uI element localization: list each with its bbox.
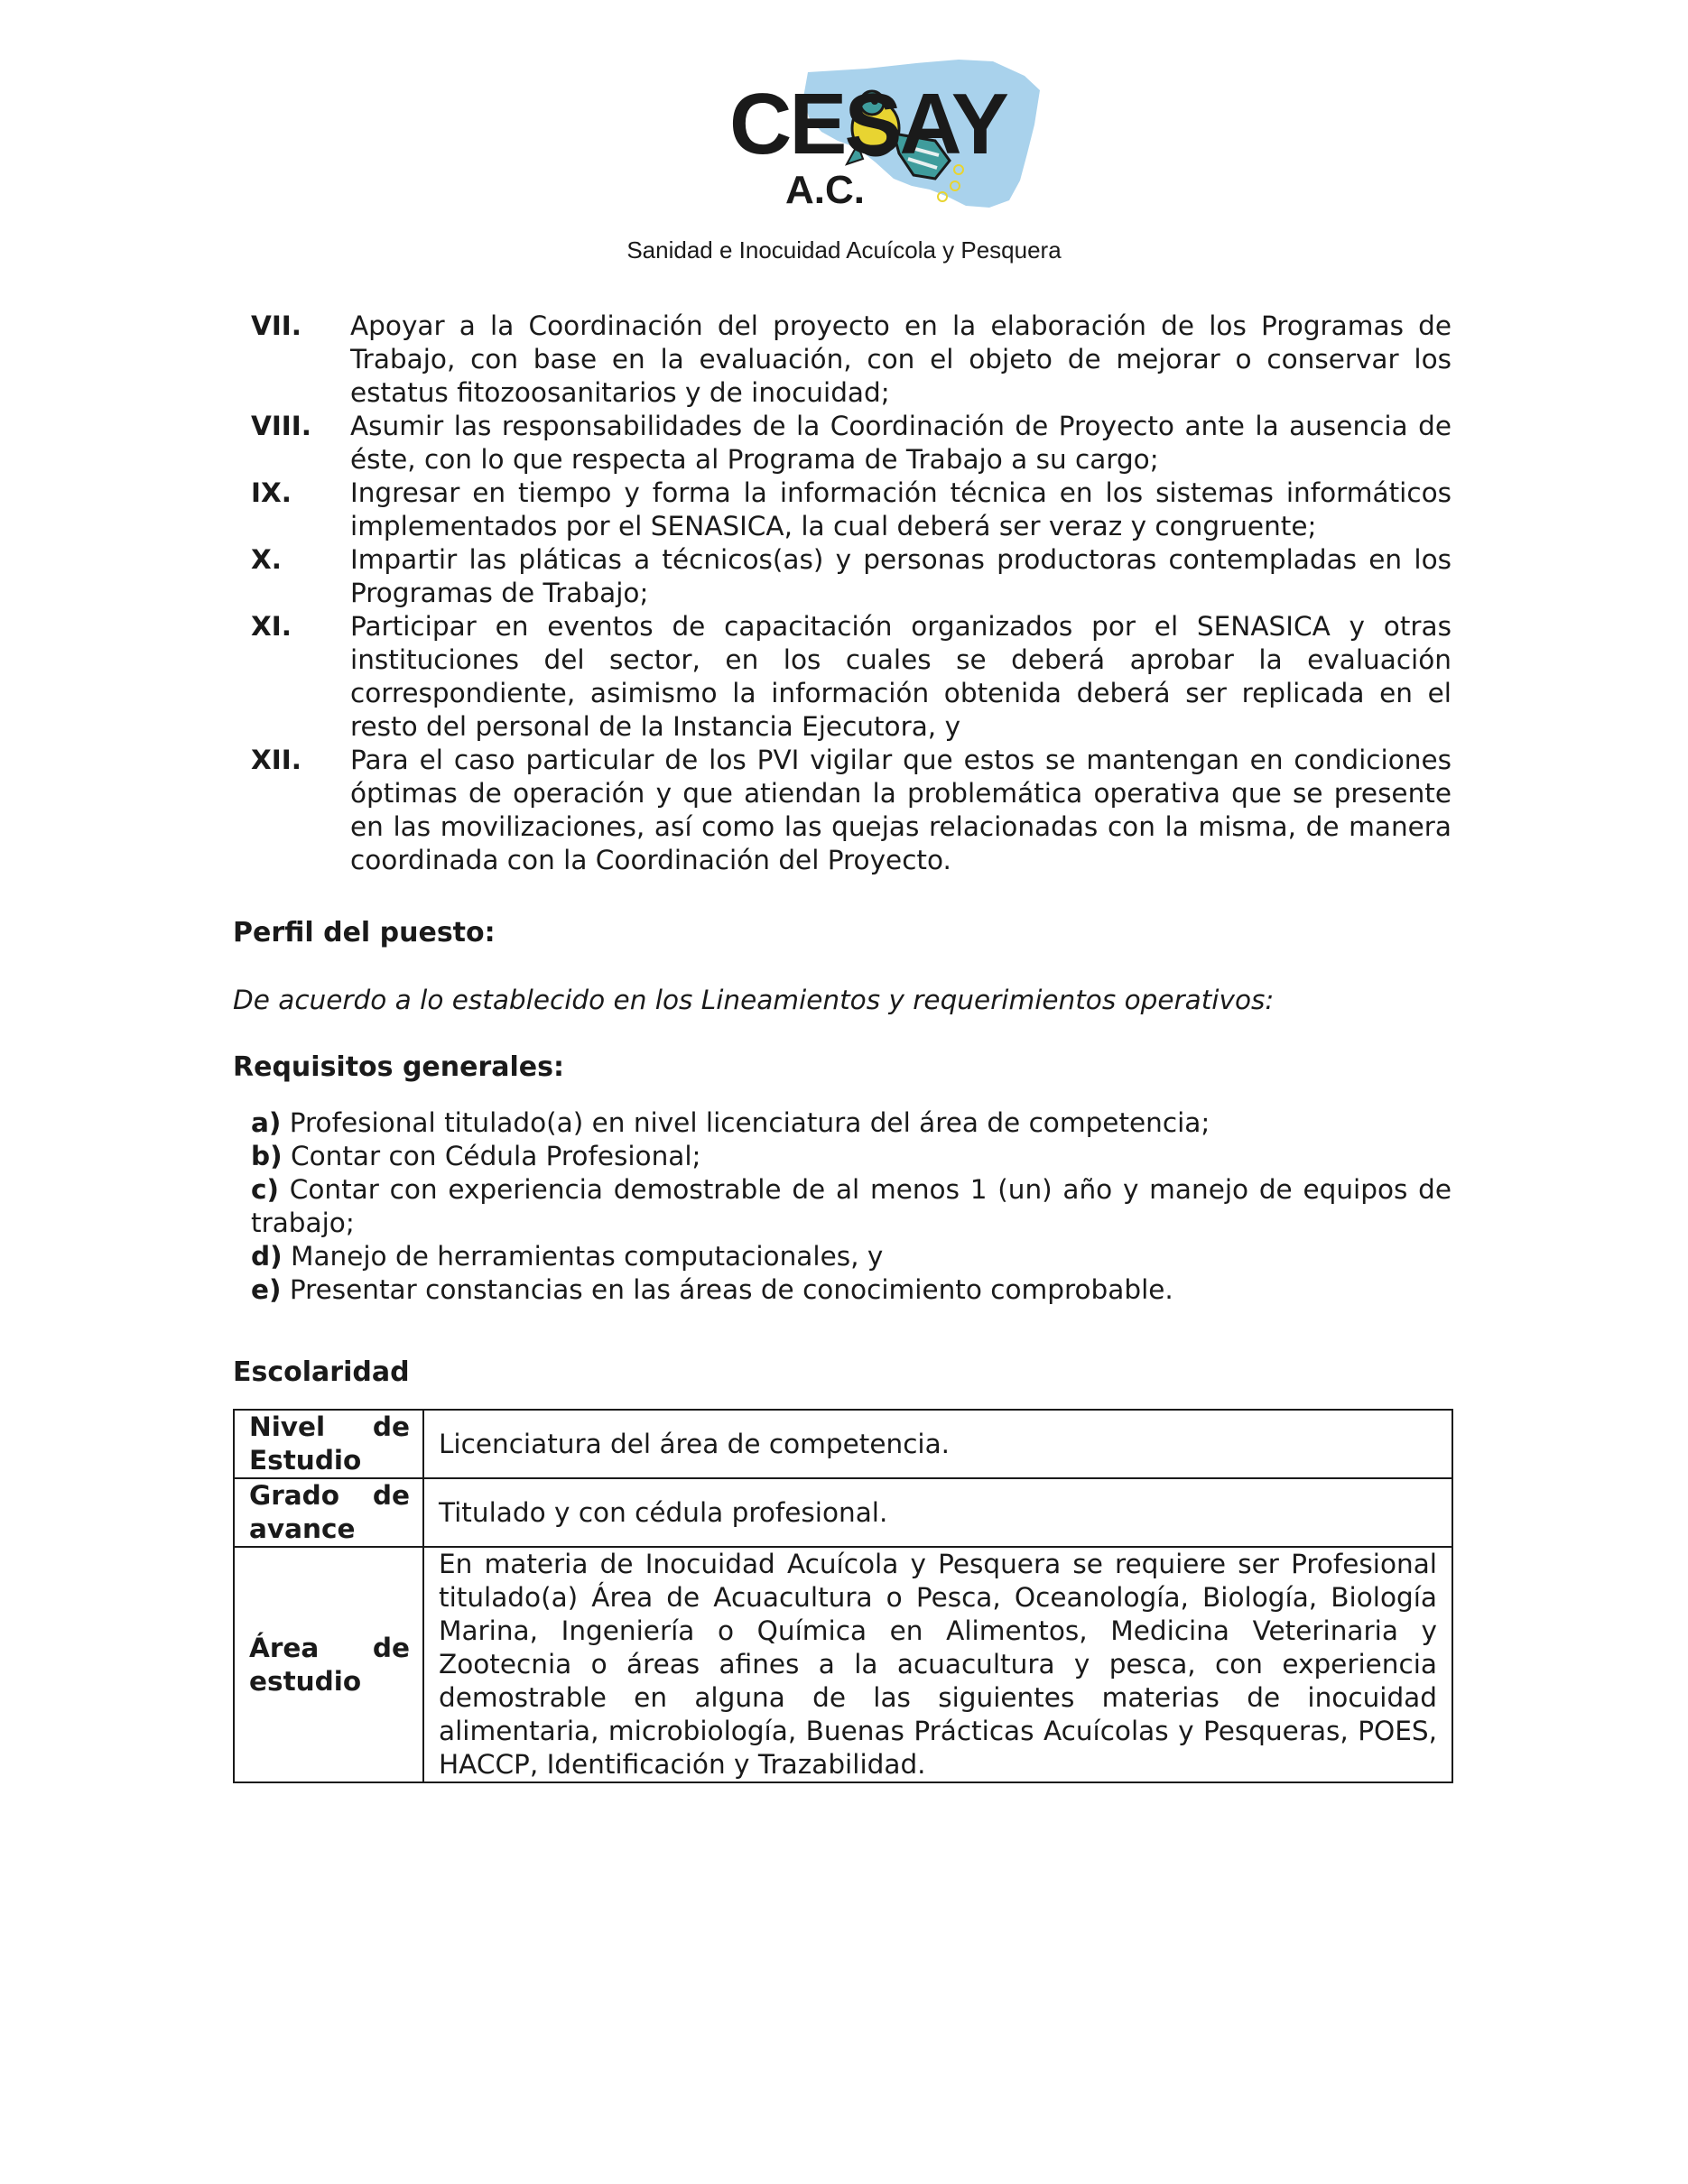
perfil-heading: Perfil del puesto: xyxy=(233,917,496,949)
cesay-logo xyxy=(722,54,1065,217)
list-item xyxy=(251,1140,1451,1173)
perfil-intro: De acuerdo a lo establecido en los Lineamientos y requerimientos operativos: xyxy=(233,985,1275,1015)
list-item xyxy=(251,744,1451,877)
table-cell-label: Nivel de Estudio xyxy=(234,1410,423,1478)
table-row xyxy=(234,1547,1452,1782)
requisitos-heading: Requisitos generales: xyxy=(233,1051,565,1083)
table-cell-value: Titulado y con cédula profesional. xyxy=(423,1478,1452,1547)
list-item-text: Asumir las responsabilidades de la Coordinación de Proyecto ante la ausencia de éste, con lo que respecta al Programa de Trabajo a su cargo; xyxy=(350,411,1451,475)
list-item-text: Participar en eventos de capacitación organizados por el SENASICA y otras instituciones del sector, en los cuales se deberá aprobar la evaluación correspondiente, asimismo la información obtenida deberá ser replicada en el resto del personal de la Instancia Ejecutora, y xyxy=(350,611,1451,742)
table-cell-value: En materia de Inocuidad Acuícola y Pesquera se requiere ser Profesional titulado(a) Área de Acuacultura o Pesca, Oceanología, Biología, Biología Marina, Ingeniería o Química en Alimentos, Medicina Veterinaria y Zootecnia o áreas afines a la acuacultura y pesca, con experiencia demostrable en alguna de las siguientes materias de inocuidad alimentaria, microbiología, Buenas Prácticas Acuícolas y Pesqueras, POES, HACCP, Identificación y Trazabilidad. xyxy=(423,1547,1452,1782)
list-item-text: Para el caso particular de los PVI vigilar que estos se mantengan en condiciones óptimas de operación y que atiendan la problemática operativa que se presente en las movilizaciones, así como las quejas relacionadas con la misma, de manera coordinada con la Coordinación del Proyecto. xyxy=(350,745,1451,875)
logo-wordmark: CESAY xyxy=(729,76,1006,172)
list-item xyxy=(251,310,1451,410)
list-item-text: Apoyar a la Coordinación del proyecto en la elaboración de los Programas de Trabajo, con base en la evaluación, con el objeto de mejorar o conservar los estatus fitozoosanitarios y de inocuidad; xyxy=(350,310,1451,408)
req-text: Contar con experiencia demostrable de al menos 1 (un) año y manejo de equipos de trabajo; xyxy=(251,1174,1451,1238)
req-letter: c) xyxy=(251,1174,279,1205)
list-item xyxy=(251,1106,1451,1140)
list-item-number: VII. xyxy=(251,310,301,341)
list-item xyxy=(251,1173,1451,1240)
table-row xyxy=(234,1410,1452,1478)
req-letter: a) xyxy=(251,1107,282,1138)
req-text: Manejo de herramientas computacionales, y xyxy=(282,1241,884,1272)
logo-subtitle: A.C. xyxy=(785,168,865,212)
list-item xyxy=(251,610,1451,744)
list-item xyxy=(251,543,1451,610)
list-item xyxy=(251,1273,1451,1307)
list-item-number: XII. xyxy=(251,745,301,775)
req-letter: d) xyxy=(251,1241,283,1272)
requisitos-list xyxy=(251,1106,1451,1307)
table-cell-label: Grado de avance xyxy=(234,1478,423,1547)
req-text: Profesional titulado(a) en nivel licenciatura del área de competencia; xyxy=(281,1107,1210,1138)
list-item xyxy=(251,410,1451,477)
functions-list xyxy=(251,310,1451,877)
req-letter: b) xyxy=(251,1141,283,1171)
list-item-number: IX. xyxy=(251,477,292,508)
list-item xyxy=(251,1240,1451,1273)
req-text: Contar con Cédula Profesional; xyxy=(282,1141,701,1171)
escolaridad-heading: Escolaridad xyxy=(233,1356,410,1388)
table-cell-label: Área de estudio xyxy=(234,1547,423,1782)
list-item-text: Ingresar en tiempo y forma la información técnica en los sistemas informáticos implementados por el SENASICA, la cual deberá ser veraz y congruente; xyxy=(350,477,1451,541)
logo-tagline: Sanidad e Inocuidad Acuícola y Pesquera xyxy=(626,236,1062,264)
list-item-number: XI. xyxy=(251,611,292,642)
table-cell-value: Licenciatura del área de competencia. xyxy=(423,1410,1452,1478)
list-item xyxy=(251,477,1451,543)
list-item-number: VIII. xyxy=(251,411,311,441)
escolaridad-table xyxy=(233,1409,1453,1783)
table-row xyxy=(234,1478,1452,1547)
list-item-text: Impartir las pláticas a técnicos(as) y personas productoras contempladas en los Programas de Trabajo; xyxy=(350,544,1451,608)
req-letter: e) xyxy=(251,1274,282,1305)
list-item-number: X. xyxy=(251,544,282,575)
req-text: Presentar constancias en las áreas de conocimiento comprobable. xyxy=(281,1274,1173,1305)
